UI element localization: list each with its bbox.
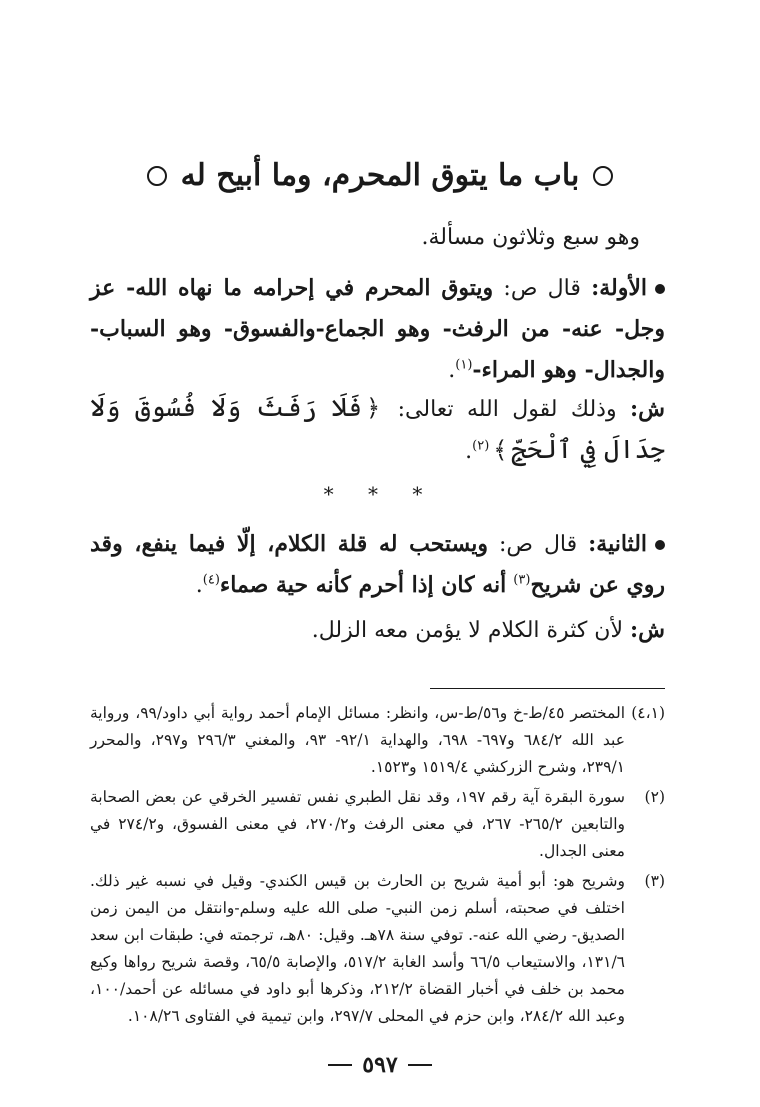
bullet-icon [655,284,665,294]
footnote-divider [430,688,665,689]
footnote [90,784,665,865]
commentary-label: ش: [630,396,665,422]
footnote-number: (٢) [644,788,665,806]
footnote-ref: (٣) [513,572,531,588]
section-separator: * * * [323,482,437,506]
footnote-ref: (٢) [472,438,490,454]
issue-1-paragraph: الأولة: قال ص: ويتوق المحرم في إحرامه ما نهاه الله- عز وجل- عنه- من الرفث- وهو الجماع-والفسوق- وهو السباب- والجدال- وهو المراء-$^{(١)}$. [90,275,665,383]
commentary-label: ش: [630,617,665,643]
issue-2-paragraph: الثانية: قال ص: ويستحب له قلة الكلام، إلّا فيما ينفع، وقد روي عن شريح$^{(٣)}$ أنه كان إذا أحرم كأنه حية صماء$^{(٤)}$. [90,531,665,598]
footnote [90,868,665,1030]
quran-open-bracket: ﴿ [366,394,381,422]
footnote-text: سورة البقرة آية رقم ١٩٧، وقد نقل الطبري نفس تفسير الخرقي عن بعض الصحابة والتابعين ٢٦٥/٢- ٢٦٧، في معنى الرفث و٢٧٠/٢، في معنى الفسوق، و٢٧٤/٢ في معنى الجدال. [90,788,625,860]
issue-2-lead: قال ص: [498,532,578,557]
chapter-title [0,158,760,193]
issue-1-lead: قال ص: [503,276,581,301]
bullet-icon [655,540,665,550]
page-number-text: ٥٩٧ [362,1052,398,1078]
commentary-text: وذلك لقول الله تعالى: [397,397,617,422]
issue-2-commentary [90,610,665,651]
page-number [0,1052,760,1078]
dash-ornament [328,1064,352,1066]
footnote [90,700,665,781]
footnote-text: المختصر ٤٥/ط-خ و٥٦/ط-س، وانظر: مسائل الإمام أحمد رواية أبي داود/٩٩، ورواية عبد الله ٦٨٤/٢ و٦٩٧- ٦٩٨، والهداية ٩٢/١- ٩٣، والمغني ٢٩٦/٣ و٢٩٧، والمحرر ٢٣٩/١، وشرح الزركشي ١٥١٩/٤ و١٥٢٣. [90,704,625,776]
dash-ornament [408,1064,432,1066]
issue-2-text-a: ويستحب له قلة الكلام، إلّا فيما ينفع، وقد روي عن شريح [90,531,665,598]
issue-1-text: ويتوق المحرم في إحرامه ما نهاه الله- عز وجل- عنه- من الرفث- وهو الجماع-والفسوق- وهو السباب- والجدال- وهو المراء- [90,275,665,383]
chapter-title-text: باب ما يتوق المحرم، وما أبيح له [180,158,580,193]
commentary-text: لأن كثرة الكلام لا يؤمن معه الزلل. [311,618,624,643]
issue-2-text-b: أنه كان إذا أحرم كأنه حية صماء [219,572,507,598]
ring-ornament-icon [147,166,167,186]
footnote-ref: (٤) [202,572,220,588]
issue-2-label: الثانية: [588,531,648,557]
ring-ornament-icon [593,166,613,186]
issue-1-label: الأولة: [591,275,647,301]
quran-close-bracket: ﴾ [493,436,508,464]
quran-verse: فَلَا رَفَثَ وَلَا فُسُوقَ وَلَا جِدَالَ فِي ٱلْحَجِّ [90,393,665,465]
footnotes [90,700,665,1033]
footnote-number: (٤،١) [631,704,665,722]
footnote-text: وشريح هو: أبو أمية شريح بن الحارث بن قيس الكندي- وقيل في نسبه غير ذلك. اختلف في صحبته، أسلم زمن النبي- صلى الله عليه وسلم-وانتقل من اليمن زمن الصديق- رضي الله عنه-. توفي سنة ٧٨هـ. وقيل: ٨٠هـ، ترجمته في: طبقات ابن سعد ١٣١/٦، والاستيعاب ٦٦/٥ وأسد الغابة ٥١٧/٢، والإصابة ٦٥/٥، وقصة شريح رواها وكيع محمد بن خلف في أخبار القضاة ٢١٢/٢، وذكرها أبو داود في مسائله عن أحمد/١٠٠، وعبد الله ٢٨٤/٢، وابن حزم في المحلى ٢٩٧/٧، وابن تيمية في الفتاوى ١٠٨/٢٦. [90,872,625,1025]
footnote-ref: (١) [455,357,473,373]
chapter-intro: وهو سبع وثلاثون مسألة. [421,225,640,250]
footnote-number: (٣) [644,872,665,890]
issue-1-commentary: ش: وذلك لقول الله تعالى: ﴿فَلَا رَفَثَ وَلَا فُسُوقَ وَلَا جِدَالَ فِي ٱلْحَجِّ﴾$^{(٢)}$. [90,393,665,465]
